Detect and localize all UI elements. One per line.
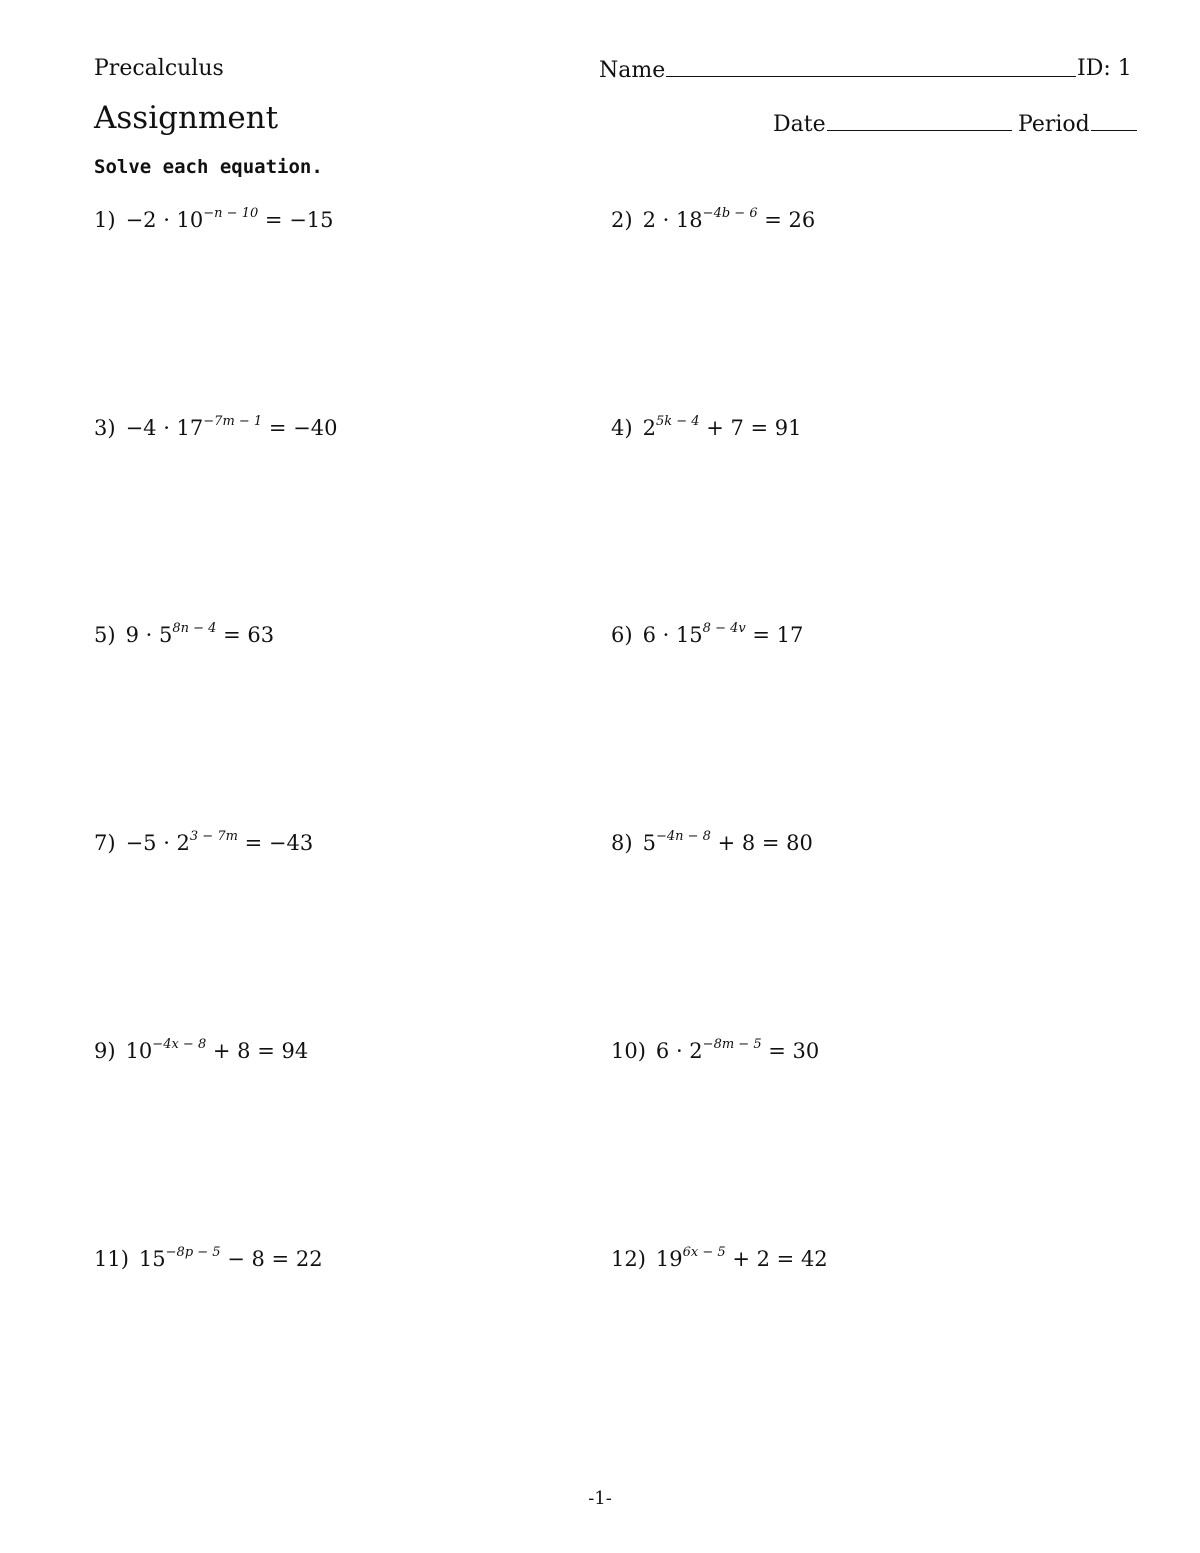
equation-base: −4 · 17 [125, 416, 204, 440]
equation-base: 10 [125, 1039, 153, 1063]
equation-base: 5 [642, 831, 656, 855]
equation-exponent: −4n − 8 [655, 829, 711, 844]
problem-number: 7) [94, 831, 116, 855]
problem-equation [139, 1247, 323, 1271]
equation-exponent: −7m − 1 [203, 414, 263, 429]
equation-exponent: 5k − 4 [655, 414, 700, 429]
equation-base: 19 [655, 1247, 683, 1271]
equation-exponent: −8p − 5 [165, 1245, 221, 1260]
course-name: Precalculus [94, 56, 224, 81]
date-blank-line [827, 110, 1012, 131]
equation-base: 2 [642, 416, 656, 440]
equation-base: 15 [138, 1247, 166, 1271]
problem [94, 831, 313, 855]
equation-rest: + 8 = 80 [710, 831, 813, 855]
name-label: Name [599, 58, 666, 83]
problem [611, 416, 802, 440]
equation-exponent: 3 − 7m [189, 829, 238, 844]
problem-number: 2) [611, 208, 633, 232]
date-label: Date [773, 112, 826, 137]
problem [94, 1039, 308, 1063]
problem-number: 10) [611, 1039, 646, 1063]
problem-equation [643, 831, 813, 855]
equation-rest: + 8 = 94 [206, 1039, 309, 1063]
equation-rest: − 8 = 22 [220, 1247, 323, 1271]
problem-number: 11) [94, 1247, 129, 1271]
problem-number: 5) [94, 623, 116, 647]
problem-number: 1) [94, 208, 116, 232]
problem [94, 623, 274, 647]
equation-rest: = 17 [745, 623, 804, 647]
period-field [1018, 110, 1137, 137]
equation-exponent: 6x − 5 [682, 1245, 726, 1260]
equation-base: 2 · 18 [642, 208, 703, 232]
problem [611, 208, 815, 232]
problem [611, 831, 813, 855]
equation-base: 6 · 15 [642, 623, 703, 647]
equation-rest: = −43 [237, 831, 314, 855]
problem-number: 4) [611, 416, 633, 440]
problem-number: 6) [611, 623, 633, 647]
problem-equation [126, 1039, 309, 1063]
equation-base: −5 · 2 [125, 831, 190, 855]
problem [94, 416, 337, 440]
equation-rest: = −40 [262, 416, 338, 440]
equation-rest: + 7 = 91 [699, 416, 802, 440]
problem-equation [643, 623, 804, 647]
date-field [773, 110, 1012, 137]
equation-exponent: −n − 10 [203, 206, 259, 221]
problem-number: 3) [94, 416, 116, 440]
problem-equation [126, 831, 314, 855]
equation-exponent: 8n − 4 [172, 621, 217, 636]
problem-equation [643, 416, 802, 440]
problem [611, 1247, 828, 1271]
problem-equation [126, 208, 334, 232]
page-number: -1- [588, 1488, 612, 1509]
equation-rest: = 63 [216, 623, 275, 647]
instructions: Solve each equation. [94, 156, 323, 178]
equation-exponent: −8m − 5 [702, 1037, 762, 1052]
problem [611, 623, 803, 647]
equation-exponent: −4b − 6 [702, 206, 758, 221]
page-title: Assignment [94, 100, 279, 136]
problem-equation [643, 208, 816, 232]
equation-base: −2 · 10 [125, 208, 204, 232]
equation-rest: = 30 [761, 1039, 820, 1063]
problem-equation [656, 1247, 828, 1271]
assignment-id: ID: 1 [1077, 56, 1132, 81]
problem [94, 1247, 323, 1271]
problem-number: 12) [611, 1247, 646, 1271]
period-blank-line [1091, 110, 1137, 131]
equation-base: 9 · 5 [125, 623, 173, 647]
equation-rest: = −15 [258, 208, 334, 232]
name-field [599, 56, 1076, 83]
equation-rest: = 26 [757, 208, 816, 232]
equation-exponent: −4x − 8 [152, 1037, 207, 1052]
problem [94, 208, 334, 232]
equation-rest: + 2 = 42 [725, 1247, 828, 1271]
name-blank-line [666, 56, 1076, 77]
problem-number: 9) [94, 1039, 116, 1063]
problem [611, 1039, 819, 1063]
equation-base: 6 · 2 [655, 1039, 703, 1063]
period-label: Period [1018, 112, 1090, 137]
equation-exponent: 8 − 4v [702, 621, 746, 636]
problem-number: 8) [611, 831, 633, 855]
problem-equation [126, 623, 275, 647]
problem-equation [126, 416, 338, 440]
problem-equation [656, 1039, 819, 1063]
